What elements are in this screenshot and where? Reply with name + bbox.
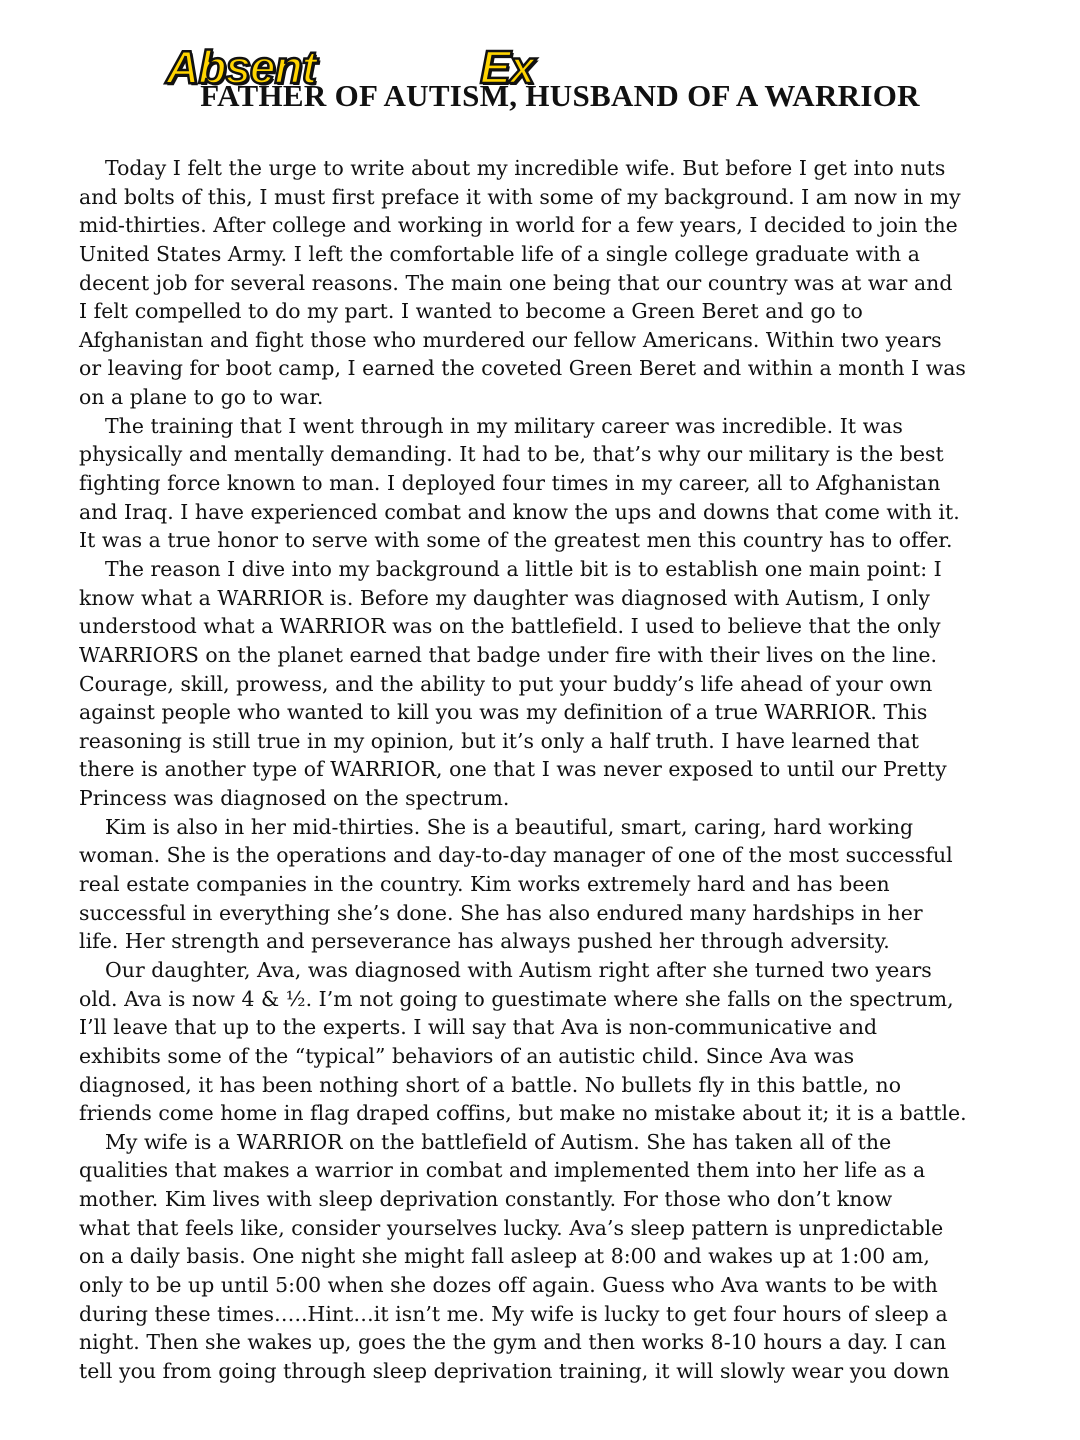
text-line: old. Ava is now 4 & ½. I’m not going to guestimate where she falls on the spectrum, [79,986,954,1011]
text-line: It was a true honor to serve with some of the greatest men this country has to offer. [79,528,953,553]
text-line: Our daughter, Ava, was diagnosed with Autism right after she turned two years [105,957,932,982]
text-line: during these times…..Hint…it isn’t me. My wife is lucky to get four hours of sleep a [79,1301,948,1326]
text-line: successful in everything she’s done. She has also endured many hardships in her [79,900,923,925]
text-line: only to be up until 5:00 when she dozes off again. Guess who Ava wants to be with [79,1272,938,1297]
text-line: mid-thirties. After college and working in world for a few years, I decided to join the [79,213,958,238]
text-line: Today I felt the urge to write about my incredible wife. But before I get into nuts [105,156,946,180]
text-line: Princess was diagnosed on the spectrum. [79,786,510,811]
text-line: Afghanistan and fight those who murdered our fellow Americans. Within two years [79,327,942,352]
text-line: and Iraq. I have experienced combat and know the ups and downs that come with it. [79,499,960,524]
text-line: I’ll leave that up to the experts. I will say that Ava is non-communicative and [79,1015,878,1040]
text-line: know what a WARRIOR is. Before my daughter was diagnosed with Autism, I only [79,585,930,610]
text-line: on a daily basis. One night she might fall asleep at 8:00 and wakes up at 1:00 am, [79,1244,930,1269]
text-line: decent job for several reasons. The main one being that our country was at war and [79,270,953,295]
text-line: qualities that makes a warrior in combat and implemented them into her life as a [79,1158,926,1183]
text-line: The training that I went through in my military career was incredible. It was [105,413,903,438]
text-line: fighting force known to man. I deployed four times in my career, all to Afghanistan [79,471,941,496]
text-line: tell you from going through sleep deprivation training, it will slowly wear you down [79,1358,950,1383]
text-line: United States Army. I left the comfortable life of a single college graduate with a [79,241,920,266]
text-line: or leaving for boot camp, I earned the coveted Green Beret and within a month I was [79,356,966,381]
absent-sticker-text: Absent [166,41,316,93]
text-line: physically and mentally demanding. It had to be, that’s why our military is the best [79,442,944,467]
text-line: and bolts of this, I must first preface it with some of my background. I am now in my [79,184,961,209]
text-line: My wife is a WARRIOR on the battlefield of Autism. She has taken all of the [105,1129,892,1154]
title-container [0,78,1080,114]
text-line: against people who wanted to kill you was my definition of a true WARRIOR. This [79,700,928,725]
text-line: friends come home in flag draped coffins, but make no mistake about it; it is a battle. [79,1101,967,1126]
text-line: exhibits some of the “typical” behaviors of an autistic child. Since Ava was [79,1043,855,1068]
text-line: diagnosed, it has been nothing short of a battle. No bullets fly in this battle, no [79,1072,902,1097]
text-line: life. Her strength and perseverance has always pushed her through adversity. [79,929,890,954]
text-line: Kim is also in her mid-thirties. She is a beautiful, smart, caring, hard working [105,814,914,839]
text-line: reasoning is still true in my opinion, but it’s only a half truth. I have learned that [79,728,920,753]
text-line: what that feels like, consider yourselves lucky. Ava’s sleep pattern is unpredictable [79,1215,944,1240]
text-line: Courage, skill, prowess, and the ability to put your buddy’s life ahead of your own [79,671,933,696]
document-title: FATHER OF AUTISM, HUSBAND OF A WARRIOR [200,78,920,113]
text-line: on a plane to go to war. [79,385,324,410]
text-line: The reason I dive into my background a little bit is to establish one main point: I [105,556,942,581]
text-line: woman. She is the operations and day-to-day manager of one of the most successful [79,843,953,868]
ex-sticker-text: Ex [480,41,535,93]
text-line: WARRIORS on the planet earned that badge under fire with their lives on the line. [79,642,938,667]
text-line: there is another type of WARRIOR, one that I was never exposed to until our Pretty [79,757,947,782]
document-body [79,154,979,1386]
text-line: night. Then she wakes up, goes the the gym and then works 8-10 hours a day. I can [79,1330,947,1355]
text-line: mother. Kim lives with sleep deprivation constantly. For those who don’t know [79,1187,893,1212]
text-line: I felt compelled to do my part. I wanted to become a Green Beret and go to [79,299,863,324]
text-line: understood what a WARRIOR was on the battlefield. I used to believe that the only [79,614,941,639]
text-line: real estate companies in the country. Kim works extremely hard and has been [79,872,890,897]
